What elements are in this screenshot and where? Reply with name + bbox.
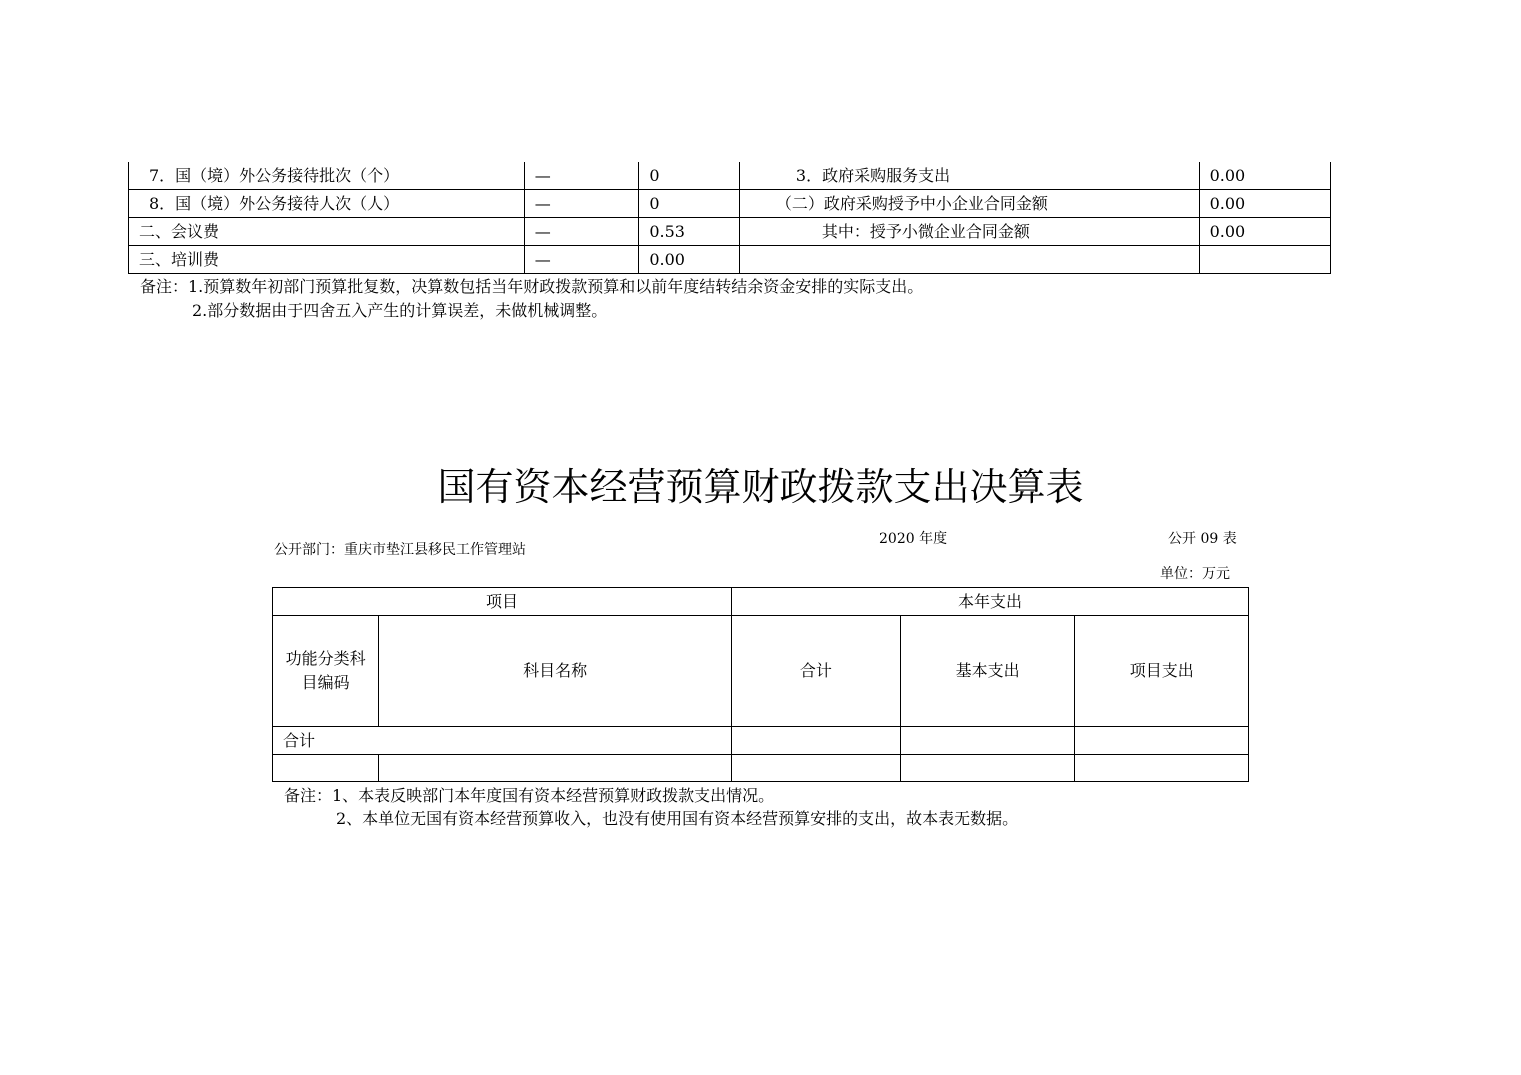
total-basic (900, 727, 1075, 755)
table-row (273, 755, 1249, 782)
row-item: 三、培训费 (129, 246, 525, 274)
header-name: 科目名称 (379, 616, 732, 727)
empty-cell (379, 755, 732, 782)
total-row (273, 727, 1249, 755)
row-item2 (739, 246, 1199, 274)
row-actual: 0 (639, 190, 740, 218)
row-value2: 0.00 (1199, 218, 1330, 246)
row-actual: 0.53 (639, 218, 740, 246)
header-current-year: 本年支出 (731, 588, 1248, 616)
empty-cell (900, 755, 1075, 782)
top-note-line1: 备注：1.预算数年初部门预算批复数，决算数包括当年财政拨款预算和以前年度结转结余资金安排的实际支出。 (140, 277, 924, 296)
row-item2: 3．政府采购服务支出 (739, 162, 1199, 190)
page-title: 国有资本经营预算财政拨款支出决算表 (437, 465, 1084, 509)
unit-label: 单位：万元 (1160, 566, 1230, 582)
header-total: 合计 (731, 616, 900, 727)
header-code (273, 616, 379, 727)
row-budget: — (524, 190, 639, 218)
row-actual: 0.00 (639, 246, 740, 274)
expense-continuation-table (128, 162, 1331, 274)
state-capital-expense-table (272, 587, 1249, 782)
table-row (129, 190, 1331, 218)
total-label: 合计 (273, 727, 732, 755)
total-project (1075, 727, 1249, 755)
header-code-text: 功能分类科目编码 (285, 649, 366, 692)
top-note-line2: 2.部分数据由于四舍五入产生的计算误差，未做机械调整。 (192, 301, 608, 320)
table-row (129, 246, 1331, 274)
row-item: 8．国（境）外公务接待人次（人） (129, 190, 525, 218)
row-item: 7．国（境）外公务接待批次（个） (129, 162, 525, 190)
empty-cell (731, 755, 900, 782)
bottom-note-line1: 备注：1、本表反映部门本年度国有资本经营预算财政拨款支出情况。 (284, 786, 775, 805)
row-value2 (1199, 246, 1330, 274)
empty-cell (1075, 755, 1249, 782)
row-actual: 0 (639, 162, 740, 190)
row-item: 二、会议费 (129, 218, 525, 246)
header-row (273, 588, 1249, 616)
table-row (129, 162, 1331, 190)
header-project: 项目 (273, 588, 732, 616)
bottom-note-line2: 2、本单位无国有资本经营预算收入，也没有使用国有资本经营预算安排的支出，故本表无数据。 (336, 809, 1019, 828)
table-row (129, 218, 1331, 246)
department-label: 公开部门：重庆市垫江县移民工作管理站 (274, 542, 526, 558)
total-value (731, 727, 900, 755)
row-budget: — (524, 162, 639, 190)
row-budget: — (524, 246, 639, 274)
year-label: 2020 年度 (879, 531, 948, 547)
header-basic: 基本支出 (900, 616, 1075, 727)
row-value2: 0.00 (1199, 162, 1330, 190)
table-number-label: 公开 09 表 (1168, 531, 1237, 547)
header-row (273, 616, 1249, 727)
row-item2: 其中：授予小微企业合同金额 (739, 218, 1199, 246)
row-value2: 0.00 (1199, 190, 1330, 218)
row-item2: （二）政府采购授予中小企业合同金额 (739, 190, 1199, 218)
header-project-expense: 项目支出 (1075, 616, 1249, 727)
empty-cell (273, 755, 379, 782)
row-budget: — (524, 218, 639, 246)
